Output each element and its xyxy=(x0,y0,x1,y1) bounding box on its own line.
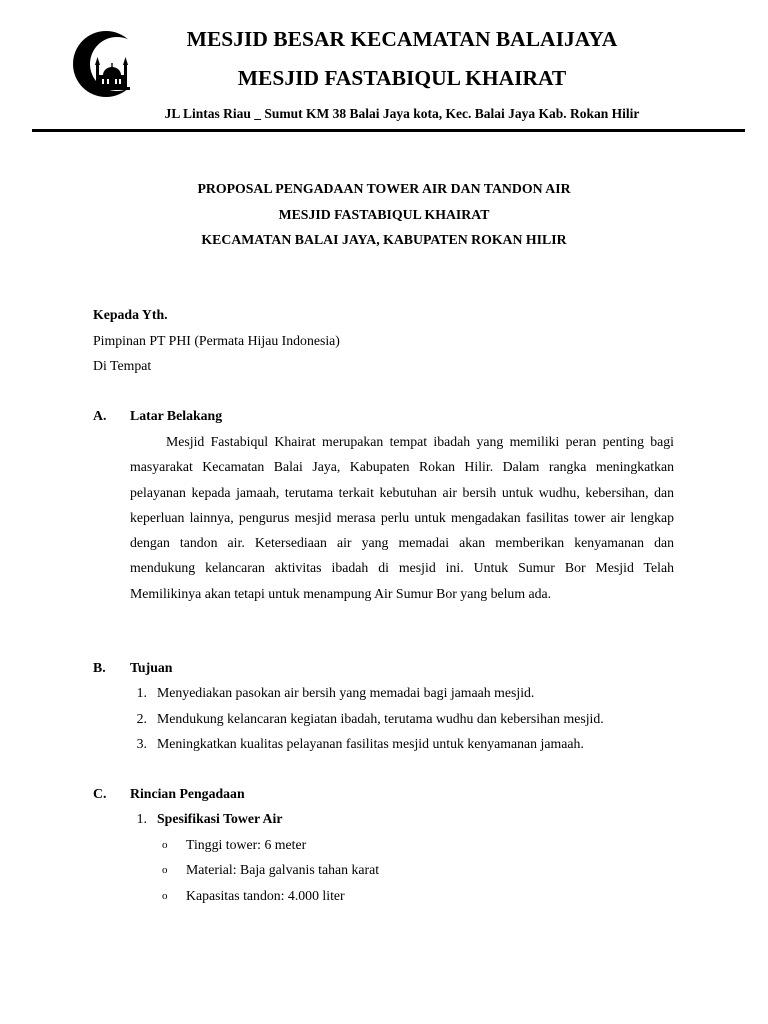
recipient-place: Di Tempat xyxy=(93,358,152,373)
org-name-line1: MESJID BESAR KECAMATAN BALAIJAYA xyxy=(186,27,618,51)
bullet-circle-icon: o xyxy=(162,864,168,876)
subsection-heading: Spesifikasi Tower Air xyxy=(157,811,283,826)
list-item: Material: Baja galvanis tahan karat xyxy=(186,862,380,877)
list-item: Menyediakan pasokan air bersih yang memadai bagi jamaah mesjid. xyxy=(157,685,535,700)
section-b-letter: B. xyxy=(93,660,106,675)
recipient-name: Pimpinan PT PHI (Permata Hijau Indonesia) xyxy=(93,333,340,348)
proposal-title-line1: PROPOSAL PENGADAAN TOWER AIR DAN TANDON AIR xyxy=(197,181,571,196)
bullet-circle-icon: o xyxy=(162,839,168,851)
subsection-number: 1. xyxy=(136,811,147,826)
recipient-salutation: Kepada Yth. xyxy=(93,307,168,322)
section-a-paragraph xyxy=(130,429,674,606)
section-c-letter: C. xyxy=(93,786,107,801)
letterhead-divider xyxy=(32,129,745,132)
section-a-paragraph-text: Mesjid Fastabiqul Khairat merupakan tempat ibadah yang memiliki peran penting bagi masyarakat Kecamatan Balai Jaya, Kabupaten Rokan Hilir. Dalam rangka meningkatkan pelayanan kepada jamaah, terutama terkait kebutuhan air bersih untuk wudhu, kebersihan, dan keperluan lainnya, pengurus mesjid merasa perlu untuk mengadakan fasilitas tower air lengkap dengan tandon air. Ketersediaan air yang memadai akan memberikan kenyamanan dan mendukung kelancaran aktivitas ibadah di mesjid ini. Untuk Sumur Bor Mesjid Telah Memilikinya akan tetapi untuk menampung Air Sumur Bor yang belum ada. xyxy=(130,434,674,601)
list-item: Tinggi tower: 6 meter xyxy=(186,837,307,852)
section-a-heading: Latar Belakang xyxy=(130,408,223,423)
org-name-line2: MESJID FASTABIQUL KHAIRAT xyxy=(237,66,567,90)
bullet-circle-icon: o xyxy=(162,890,168,902)
list-item: Kapasitas tandon: 4.000 liter xyxy=(186,888,345,903)
list-item-number: 1. xyxy=(136,685,147,700)
list-item: Mendukung kelancaran kegiatan ibadah, terutama wudhu dan kebersihan mesjid. xyxy=(157,711,604,726)
list-item-number: 3. xyxy=(136,736,147,751)
section-b-heading: Tujuan xyxy=(130,660,173,675)
proposal-title-line2: MESJID FASTABIQUL KHAIRAT xyxy=(278,207,490,222)
proposal-title-line3: KECAMATAN BALAI JAYA, KABUPATEN ROKAN HILIR xyxy=(201,232,567,247)
list-item-number: 2. xyxy=(136,711,147,726)
section-a-letter: A. xyxy=(93,408,107,423)
list-item: Meningkatkan kualitas pelayanan fasilitas mesjid untuk kenyamanan jamaah. xyxy=(157,736,584,751)
section-c-heading: Rincian Pengadaan xyxy=(130,786,245,801)
org-address: JL Lintas Riau _ Sumut KM 38 Balai Jaya kota, Kec. Balai Jaya Kab. Rokan Hilir xyxy=(164,106,640,121)
